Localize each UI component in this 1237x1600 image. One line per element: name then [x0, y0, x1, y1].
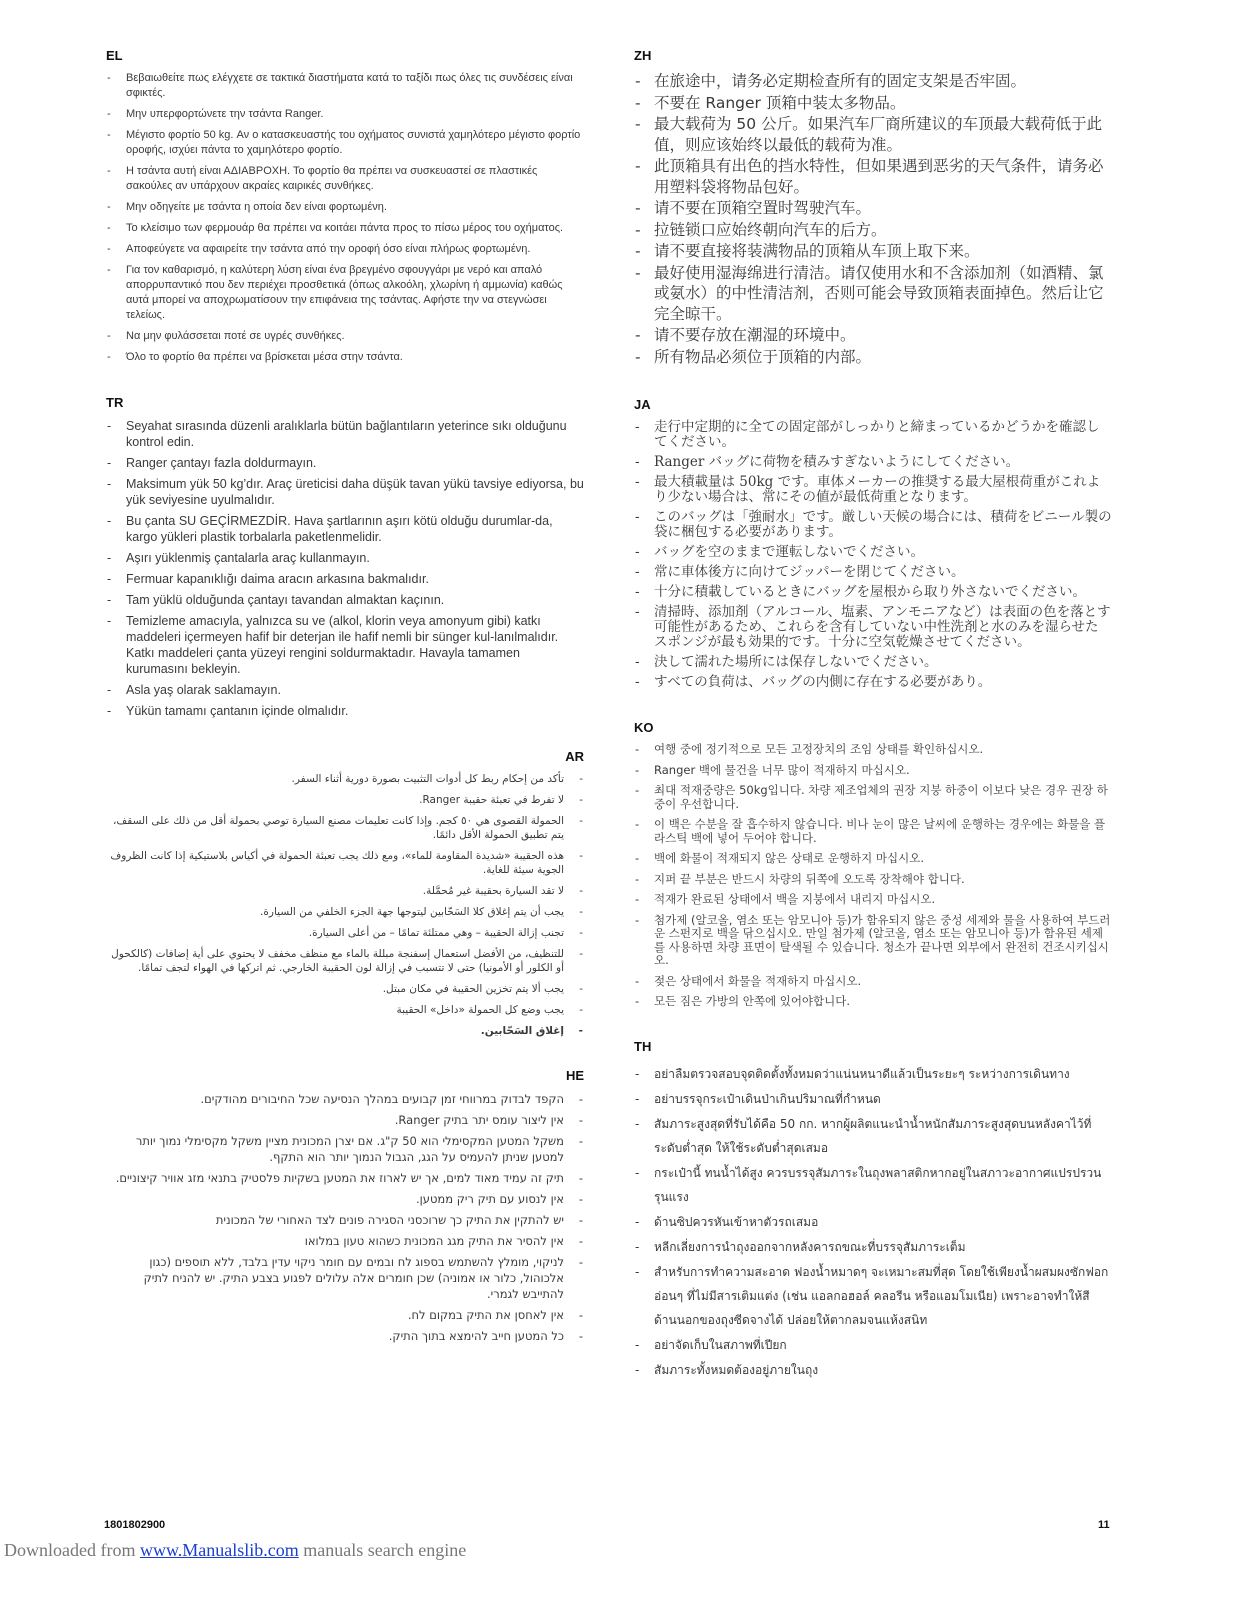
list-item: - تجنب إزالة الحقيبة – وهي ممتلئة تمامًا – من أعلى السيارة.: [106, 926, 584, 940]
list-item: - อย่าลืมตรวจสอบจุดติดตั้งทั้งหมดว่าแน่นหนาดีแล้วเป็นระยะๆ ระหว่างการเดินทาง: [634, 1062, 1112, 1086]
list-item: - للتنظيف، من الأفضل استعمال إسفنجة مبللة بالماء مع منظف مخفف لا يحتوي على أية إضافات (كالكحول أو الكلور أو الأمونيا) حتى لا تتسبب في إزالة لون الحقيبة الخارجي. ثم اتركها في الهواء لتجف تمامًا.: [106, 947, 584, 975]
download-footer: [4, 1540, 466, 1561]
list-he: [106, 1091, 584, 1344]
section-tr: [106, 395, 584, 719]
list-item: - Aşırı yüklenmiş çantalarla araç kullanmayın.: [106, 550, 584, 566]
list-item: - 첨가제 (알코올, 염소 또는 암모니아 등)가 함유되지 않은 중성 세제와 물을 사용하여 부드러운 스펀지로 백을 닦으십시오. 만일 첨가제 (알코올, 염소 또는 암모니아 등)가 함유된 세제를 사용하면 차량 표면이 탈색될 수 있습니다. 청소가 끝나면 외부에서 완전히 건조시키십시오.: [634, 914, 1112, 968]
list-item: - Yükün tamamı çantanın içinde olmalıdır.: [106, 703, 584, 719]
list-item: - Μην οδηγείτε με τσάντα η οποία δεν είναι φορτωμένη.: [106, 200, 584, 215]
list-item: - يجب وضع كل الحمولة «داخل» الحقيبة: [106, 1003, 584, 1017]
list-item: - 여행 중에 정기적으로 모든 고정장치의 조임 상태를 확인하십시오.: [634, 743, 1112, 757]
section-code-ko: KO: [634, 720, 654, 735]
list-item: - يجب أن يتم إغلاق كلا السَحّابين ليتوجها جهة الجزء الخلفي من السيارة.: [106, 905, 584, 919]
section-code-he: HE: [565, 1068, 584, 1083]
list-item: - Asla yaş olarak saklamayın.: [106, 682, 584, 698]
list-item: - אין להסיר את התיק מגג המכונית כשהוא טעון במלואו: [106, 1233, 584, 1249]
list-item: - Ranger バッグに荷物を積みすぎないようにしてください。: [634, 455, 1112, 470]
list-item: - 请不要存放在潮湿的环境中。: [634, 325, 1112, 346]
list-item: - تأكد من إحكام ربط كل أدوات التثبيت بصورة دورية أثناء السفر.: [106, 772, 584, 786]
page-number: 11: [1098, 1519, 1110, 1531]
list-item: - 백에 화물이 적재되지 않은 상태로 운행하지 마십시오.: [634, 852, 1112, 866]
section-ko: [634, 720, 1112, 1009]
list-item: - Να μην φυλάσσεται ποτέ σε υγρές συνθήκες.: [106, 329, 584, 344]
list-ko: [634, 743, 1112, 1009]
list-item: - אין לנסוע עם תיק ריק ממטען.: [106, 1191, 584, 1207]
list-item: - 拉链锁口应始终朝向汽车的后方。: [634, 220, 1112, 241]
list-item: - Όλο το φορτίο θα πρέπει να βρίσκεται μέσα στην τσάντα.: [106, 350, 584, 365]
list-item: - 決して濡れた場所には保存しないでください。: [634, 655, 1112, 670]
section-he: [106, 1068, 584, 1344]
list-item: - อย่าจัดเก็บในสภาพที่เปียก: [634, 1333, 1112, 1357]
section-code-ja: JA: [634, 397, 651, 412]
list-ja: [634, 420, 1112, 690]
list-item: - สัมภาระทั้งหมดต้องอยู่ภายในถุง: [634, 1358, 1112, 1382]
list-item: - 所有物品必须位于顶箱的内部。: [634, 347, 1112, 368]
list-item: - 此顶箱具有出色的挡水特性，但如果遇到恶劣的天气条件，请务必用塑料袋将物品包好。: [634, 156, 1112, 197]
list-item: - 모든 짐은 가방의 안쪽에 있어야합니다.: [634, 995, 1112, 1009]
list-item: - 最好使用湿海绵进行清洁。请仅使用水和不含添加剂（如酒精、氯或氨水）的中性清洁剂，否则可能会导致顶箱表面掉色。然后让它完全晾干。: [634, 263, 1112, 325]
list-item: - 젖은 상태에서 화물을 적재하지 마십시오.: [634, 975, 1112, 989]
list-item: - Το κλείσιμο των φερμουάρ θα πρέπει να κοιτάει πάντα προς το πίσω μέρος του οχήματος.: [106, 221, 584, 236]
right-column: [634, 48, 1112, 1412]
list-item: - Temizleme amacıyla, yalnızca su ve (alkol, klorin veya amonyum gibi) katkı maddeleri içermeyen hafif bir deterjan ile hafif nemli bir sünger kul-lanılmalıdır. Katkı maddeleri çanta yüzeyi rengini soldurmaktadır. Havayla tamamen kurumasını bekleyin.: [106, 613, 584, 677]
list-item: - إغلاق السَحّابين.: [106, 1024, 584, 1038]
list-item: - כל המטען חייב להימצא בתוך התיק.: [106, 1328, 584, 1344]
list-item: - バッグを空のままで運転しないでください。: [634, 545, 1112, 560]
list-item: - אין ליצור עומס יתר בתיק Ranger.: [106, 1112, 584, 1128]
list-item: - กระเป๋านี้ ทนน้ำได้สูง ควรบรรจุสัมภาระในถุงพลาสติกหากอยู่ในสภาวะอากาศแปรปรวนรุนแรง: [634, 1161, 1112, 1209]
left-column: [106, 48, 584, 1374]
list-item: - Για τον καθαρισμό, η καλύτερη λύση είναι ένα βρεγμένο σφουγγάρι με νερό και απαλό απορρυπαντικό που δεν περιέχει προσθετικά (όπως αλκοόλη, χλωρίνη ή αμμωνία) καθώς αυτά μπορεί να αποχρωματίσουν την επιφάνεια της τσάντας. Αφήστε την να στεγνώσει τελείως.: [106, 263, 584, 323]
list-item: - לניקוי, מומלץ להשתמש בספוג לח ובמים עם חומר ניקוי עדין בלבד, ללא תוספים (כגון אלכוהול, כלור או אמוניה) שכן חומרים אלה עלולים לפגוע בצבע התיק. יש להניח לתיק להתייבש לגמרי.: [106, 1254, 584, 1302]
list-item: - Ranger 백에 물건을 너무 많이 적재하지 마십시오.: [634, 764, 1112, 778]
list-item: - 常に車体後方に向けてジッパーを閉じてください。: [634, 565, 1112, 580]
list-item: - Fermuar kapanıklığı daima aracın arkasına bakmalıdır.: [106, 571, 584, 587]
list-item: - יש להתקין את התיק כך שרוכסני הסגירה פונים לצד האחורי של המכונית: [106, 1212, 584, 1228]
list-ar: [106, 772, 584, 1038]
list-item: - 最大载荷为 50 公斤。如果汽车厂商所建议的车顶最大载荷低于此值，则应该始终以最低的载荷为准。: [634, 114, 1112, 155]
download-prefix: Downloaded from: [4, 1540, 140, 1560]
list-item: - 清掃時、添加剤（アルコール、塩素、アンモニアなど）は表面の色を落とす可能性があるため、これらを含有していない中性洗剤と水のみを湿らせたスポンジが最も効果的です。十分に空気乾燥させてください。: [634, 605, 1112, 650]
list-item: - 지퍼 끝 부분은 반드시 차량의 뒤쪽에 오도록 장착해야 합니다.: [634, 873, 1112, 887]
list-th: [634, 1062, 1112, 1382]
manualslib-link[interactable]: www.Manualslib.com: [139, 1540, 299, 1560]
list-item: - Seyahat sırasında düzenli aralıklarla bütün bağlantıların yeterince sıkı olduğunu kontrol edin.: [106, 418, 584, 450]
list-item: - Tam yüklü olduğunda çantayı tavandan almaktan kaçının.: [106, 592, 584, 608]
list-item: - ด้านซิปควรหันเข้าหาตัวรถเสมอ: [634, 1210, 1112, 1234]
list-item: - 不要在 Ranger 顶箱中装太多物品。: [634, 93, 1112, 114]
section-ja: [634, 397, 1112, 690]
list-item: - תיק זה עמיד מאוד למים, אך יש לארוז את המטען בשקיות פלסטיק בתנאי מזג אוויר קיצוניים.: [106, 1170, 584, 1186]
list-el: [106, 71, 584, 365]
list-item: - Bu çanta SU GEÇİRMEZDİR. Hava şartlarının aşırı kötü olduğu durumlar-da, kargo yükleri plastik torbalarla paketlenmelidir.: [106, 513, 584, 545]
list-item: - 请不要在顶箱空置时驾驶汽车。: [634, 198, 1112, 219]
list-zh: [634, 71, 1112, 367]
list-item: - 最大積載量は 50kg です。車体メーカーの推奨する最大屋根荷重がこれより少ない場合は、常にその値が最低荷重となります。: [634, 475, 1112, 505]
list-item: - هذه الحقيبة «شديدة المقاومة للماء»، ومع ذلك يجب تعبئة الحمولة في أكياس بلاستيكية إذا كانت الظروف الجوية سيئة للغاية.: [106, 849, 584, 877]
download-suffix: manuals search engine: [298, 1540, 467, 1560]
section-code-th: TH: [634, 1038, 652, 1054]
list-item: - すべての負荷は、バッグの内側に存在する必要があり。: [634, 675, 1112, 690]
list-item: - Μην υπερφορτώνετε την τσάντα Ranger.: [106, 107, 584, 122]
list-item: - הקפד לבדוק במרווחי זמן קבועים במהלך הנסיעה שכל החיבורים מהודקים.: [106, 1091, 584, 1107]
list-item: - Βεβαιωθείτε πως ελέγχετε σε τακτικά διαστήματα κατά το ταξίδι πως όλες τις συνδέσεις είναι σφικτές.: [106, 71, 584, 101]
section-code-el: EL: [106, 48, 123, 63]
list-item: - 적재가 완료된 상태에서 백을 지붕에서 내리지 마십시오.: [634, 893, 1112, 907]
list-item: - このバッグは「強耐水」です。厳しい天候の場合には、積荷をビニール製の袋に梱包する必要があります。: [634, 510, 1112, 540]
section-el: [106, 48, 584, 365]
list-item: - หลีกเลี่ยงการนำถุงออกจากหลังคารถขณะที่บรรจุสัมภาระเต็ม: [634, 1235, 1112, 1259]
list-item: - อย่าบรรจุกระเป๋าเดินป่าเกินปริมาณที่กำหนด: [634, 1087, 1112, 1111]
list-item: - משקל המטען המקסימלי הוא 50 ק"ג. אם יצרן המכונית מציין משקל מקסימלי נמוך יותר למטען שניתן להעמיס על הגג, הגבול הנמוך יותר הוא התקף.: [106, 1133, 584, 1165]
list-item: - يجب ألا يتم تخزين الحقيبة في مكان مبتل.: [106, 982, 584, 996]
list-item: - 请不要直接将装满物品的顶箱从车顶上取下来。: [634, 241, 1112, 262]
list-item: - Ranger çantayı fazla doldurmayın.: [106, 455, 584, 471]
list-item: - Αποφεύγετε να αφαιρείτε την τσάντα από την οροφή όσο είναι πλήρως φορτωμένη.: [106, 242, 584, 257]
list-item: - 走行中定期的に全ての固定部がしっかりと締まっているかどうかを確認してください。: [634, 420, 1112, 450]
section-th: [634, 1039, 1112, 1382]
section-ar: [106, 749, 584, 1038]
section-zh: [634, 48, 1112, 367]
list-item: - สำหรับการทำความสะอาด ฟองน้ำหมาดๆ จะเหมาะสมที่สุด โดยใช้เพียงน้ำผสมผงซักฟอกอ่อนๆ ที่ไม่มีสารเติมแต่ง (เช่น แอลกอฮอล์ คลอรีน หรือแอมโมเนีย) เพราะอาจทำให้สีด้านนอกของถุงซีดจางได้ ปล่อยให้ตากลมจนแห้งสนิท: [634, 1260, 1112, 1332]
list-item: - لا تقد السيارة بحقيبة غير مُحمَّلة.: [106, 884, 584, 898]
list-item: - 이 백은 수분을 잘 흡수하지 않습니다. 비나 눈이 많은 날씨에 운행하는 경우에는 화물을 플라스틱 백에 넣어 두어야 합니다.: [634, 818, 1112, 845]
list-item: - الحمولة القصوى هي ٥٠ كجم. وإذا كانت تعليمات مصنع السيارة توصي بحمولة أقل من ذلك على السقف، يتم تطبيق الحمولة الأقل دائمًا.: [106, 814, 584, 842]
list-item: - אין לאחסן את התיק במקום לח.: [106, 1307, 584, 1323]
list-tr: [106, 418, 584, 719]
section-code-ar: AR: [565, 749, 584, 764]
list-item: - Μέγιστο φορτίο 50 kg. Αν ο κατασκευαστής του οχήματος συνιστά χαμηλότερο μέγιστο φορτίο οροφής, ισχύει πάντα το χαμηλότερο φορτίο.: [106, 128, 584, 158]
list-item: - لا تفرط في تعبئة حقيبة Ranger.: [106, 793, 584, 807]
list-item: - Maksimum yük 50 kg’dır. Araç üreticisi daha düşük tavan yükü tavsiye ediyorsa, bu yük seviyesine uyulmalıdır.: [106, 476, 584, 508]
list-item: - 在旅途中，请务必定期检查所有的固定支架是否牢固。: [634, 71, 1112, 92]
list-item: - 최대 적재중량은 50kg입니다. 차량 제조업체의 권장 지붕 하중이 이보다 낮은 경우 권장 하중이 우선합니다.: [634, 784, 1112, 811]
section-code-zh: ZH: [634, 48, 652, 63]
list-item: - Η τσάντα αυτή είναι ΑΔΙΑΒΡΟΧΗ. Το φορτίο θα πρέπει να συσκευαστεί σε πλαστικές σακούλες αν υπάρχουν ακραίες καιρικές συνθήκες.: [106, 164, 584, 194]
section-code-tr: TR: [106, 395, 124, 410]
list-item: - 十分に積載しているときにバッグを屋根から取り外さないでください。: [634, 585, 1112, 600]
document-number: 1801802900: [104, 1519, 166, 1531]
list-item: - สัมภาระสูงสุดที่รับได้คือ 50 กก. หากผู้ผลิตแนะนำน้ำหนักสัมภาระสูงสุดบนหลังคาไว้ที่ระดับต่ำสุด ให้ใช้ระดับต่ำสุดเสมอ: [634, 1112, 1112, 1160]
